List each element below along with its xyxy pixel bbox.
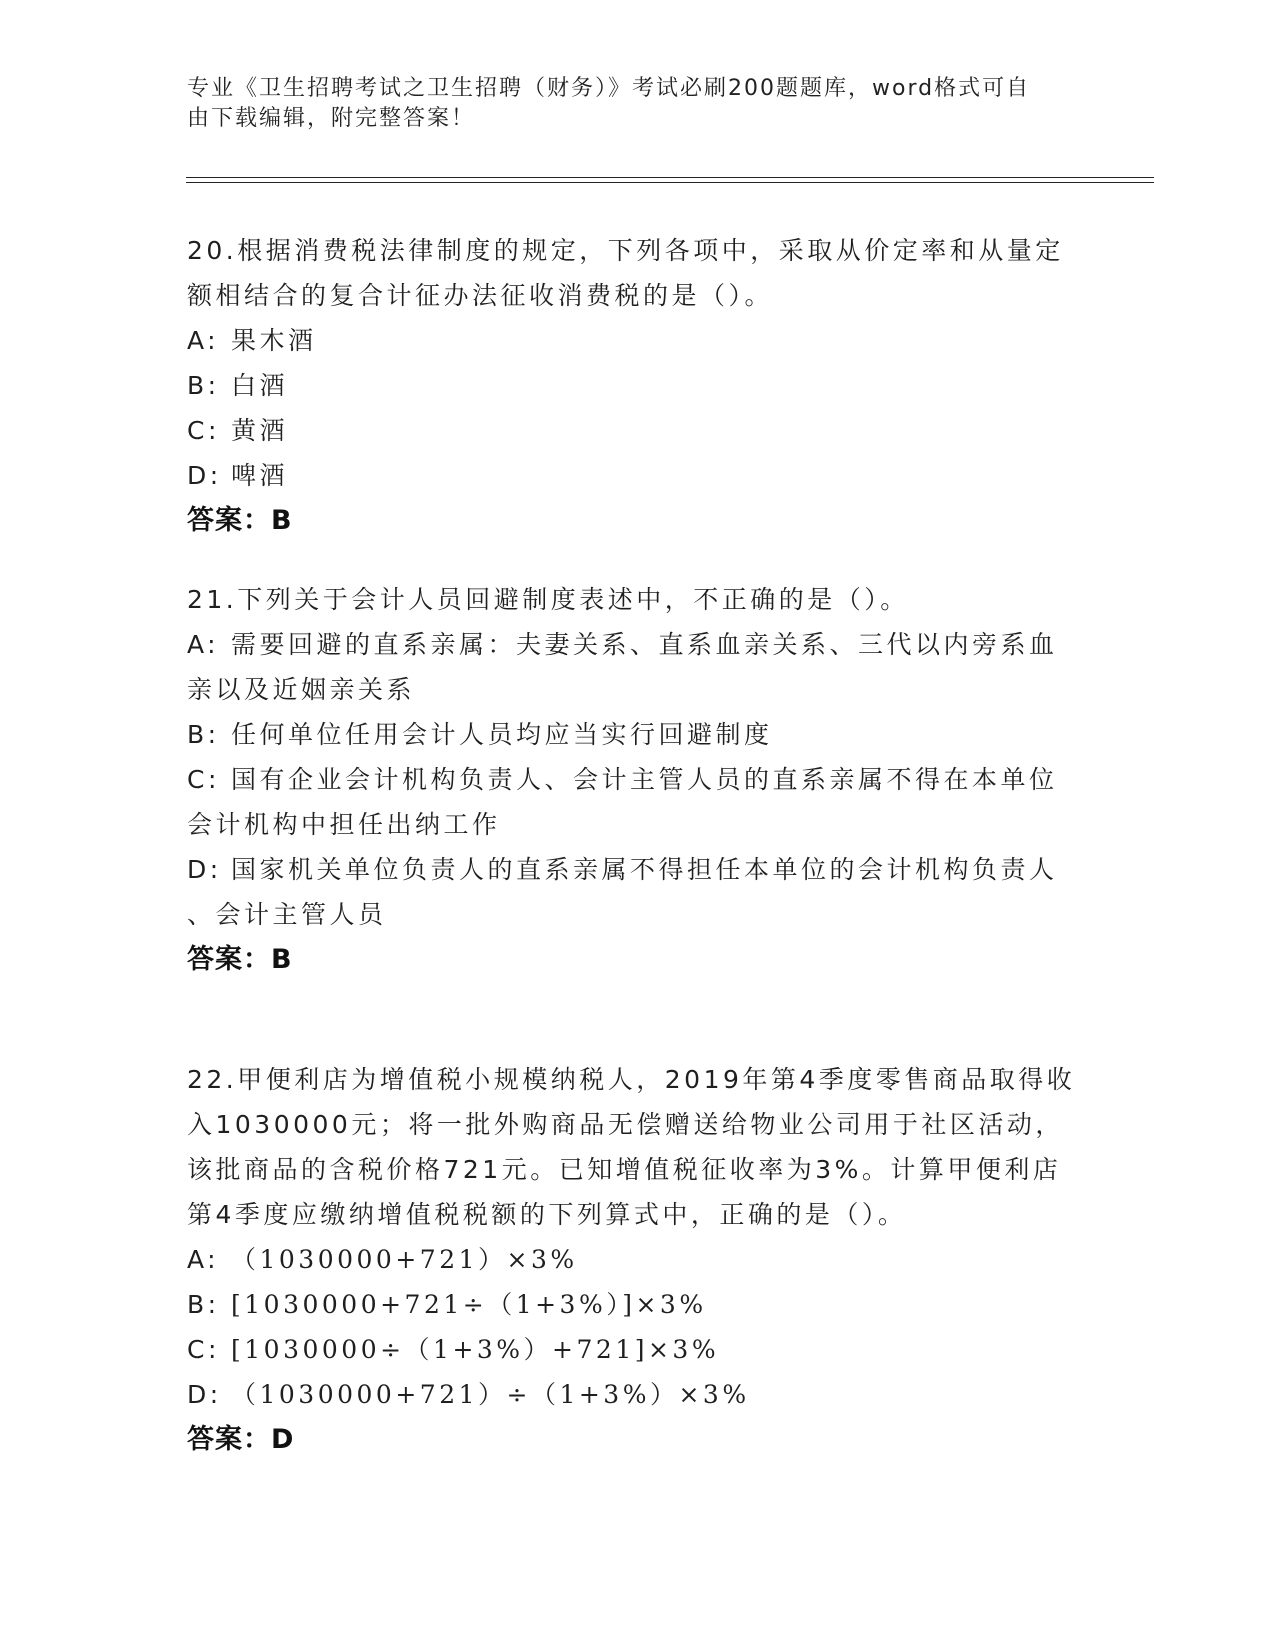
option-text: [1030000÷（1+3%）+721]×3% bbox=[231, 1335, 720, 1364]
option-d-continued: 、会计主管人员 bbox=[187, 900, 387, 929]
question-22 bbox=[187, 1057, 1087, 1462]
question-stem-line: 该批商品的含税价格721元。已知增值税征收率为3%。计算甲便利店 bbox=[187, 1155, 1062, 1184]
question-stem-line: 入1030000元；将一批外购商品无偿赠送给物业公司用于社区活动， bbox=[187, 1110, 1064, 1139]
option-label: A: bbox=[187, 1245, 220, 1274]
option-text: 国家机关单位负责人的直系亲属不得担任本单位的会计机构负责人 bbox=[231, 855, 1058, 884]
option-text: （1030000+721）÷（1+3%）×3% bbox=[231, 1380, 750, 1409]
option-b bbox=[187, 1282, 1087, 1327]
option-label: D: bbox=[187, 461, 222, 490]
option-c bbox=[187, 757, 1087, 802]
option-label: C: bbox=[187, 1335, 220, 1364]
question-stem-line: 额相结合的复合计征办法征收消费税的是（）。 bbox=[187, 281, 774, 310]
question-20 bbox=[187, 228, 1087, 543]
header-divider-bottom bbox=[186, 182, 1154, 183]
option-a bbox=[187, 622, 1087, 667]
option-a bbox=[187, 318, 1087, 363]
question-stem-line: 21.下列关于会计人员回避制度表述中，不正确的是（）。 bbox=[187, 585, 909, 614]
option-d bbox=[187, 453, 1087, 498]
option-text: 需要回避的直系亲属：夫妻关系、直系血亲关系、三代以内旁系血 bbox=[231, 630, 1058, 659]
question-stem-line: 22.甲便利店为增值税小规模纳税人，2019年第4季度零售商品取得收 bbox=[187, 1065, 1076, 1094]
option-label: C: bbox=[187, 765, 220, 794]
option-b bbox=[187, 712, 1087, 757]
option-text: （1030000+721）×3% bbox=[231, 1245, 578, 1274]
option-text: 黄酒 bbox=[231, 416, 289, 445]
header-divider-top bbox=[186, 177, 1154, 178]
option-c-continued: 会计机构中担任出纳工作 bbox=[187, 810, 501, 839]
option-c bbox=[187, 1327, 1087, 1372]
option-c bbox=[187, 408, 1087, 453]
header-line-1: 专业《卫生招聘考试之卫生招聘（财务）》考试必刷200题题库，word格式可自 bbox=[187, 76, 1031, 101]
option-label: C: bbox=[187, 416, 220, 445]
header-line-2: 由下载编辑，附完整答案！ bbox=[187, 106, 476, 131]
option-d bbox=[187, 847, 1087, 892]
option-text: 国有企业会计机构负责人、会计主管人员的直系亲属不得在本单位 bbox=[231, 765, 1058, 794]
option-text: [1030000+721÷（1+3%）]×3% bbox=[231, 1290, 707, 1319]
option-text: 任何单位任用会计人员均应当实行回避制度 bbox=[231, 720, 773, 749]
document-header bbox=[187, 74, 1087, 134]
option-label: A: bbox=[187, 630, 220, 659]
answer-label: 答案：B bbox=[187, 944, 293, 975]
question-stem-line: 20.根据消费税法律制度的规定，下列各项中，采取从价定率和从量定 bbox=[187, 236, 1064, 265]
option-a bbox=[187, 1237, 1087, 1282]
answer-label: 答案：D bbox=[187, 1424, 295, 1455]
option-label: B: bbox=[187, 1290, 220, 1319]
question-stem-line: 第4季度应缴纳增值税税额的下列算式中，正确的是（）。 bbox=[187, 1200, 907, 1229]
option-a-continued: 亲以及近姻亲关系 bbox=[187, 675, 416, 704]
option-text: 白酒 bbox=[231, 371, 289, 400]
option-label: D: bbox=[187, 1380, 222, 1409]
option-label: D: bbox=[187, 855, 222, 884]
option-d bbox=[187, 1372, 1087, 1417]
question-21 bbox=[187, 577, 1087, 982]
option-text: 果木酒 bbox=[231, 326, 317, 355]
option-label: B: bbox=[187, 371, 220, 400]
option-label: A: bbox=[187, 326, 220, 355]
option-text: 啤酒 bbox=[231, 461, 289, 490]
option-label: B: bbox=[187, 720, 220, 749]
option-b bbox=[187, 363, 1087, 408]
answer-label: 答案：B bbox=[187, 505, 293, 536]
